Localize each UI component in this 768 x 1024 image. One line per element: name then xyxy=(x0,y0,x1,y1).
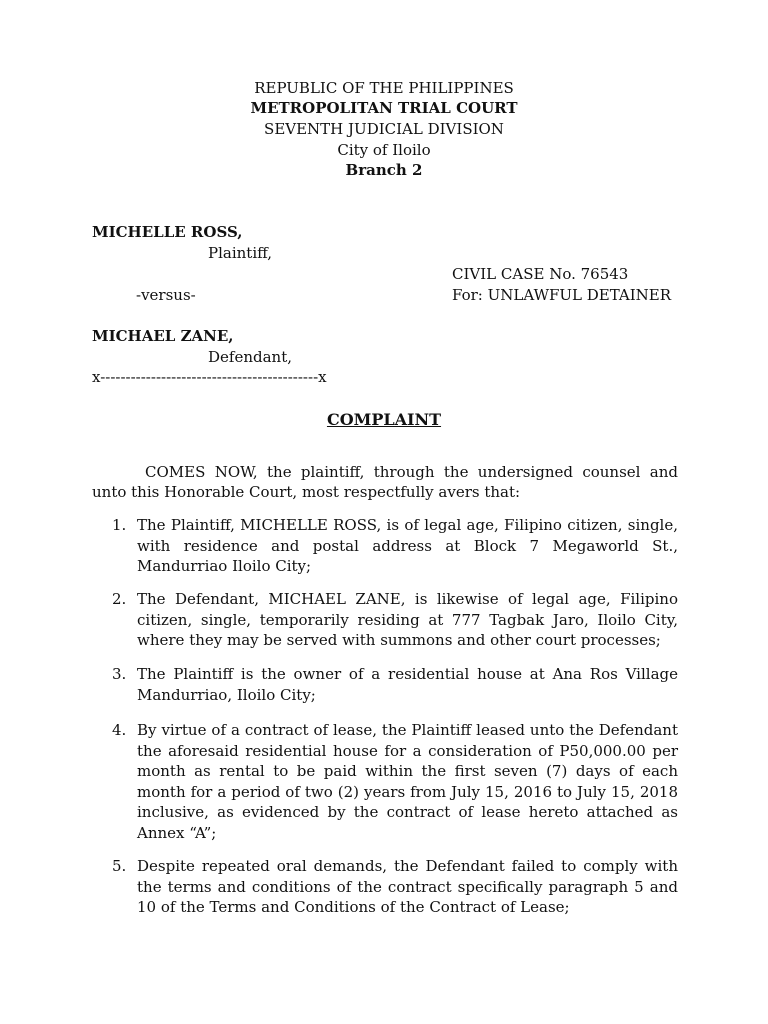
case-number: CIVIL CASE No. 76543 xyxy=(452,265,629,283)
intro-paragraph: COMES NOW, the plaintiff, through the undersigned counsel and unto this Honorable Court, most respectfully avers that: xyxy=(92,463,678,501)
plaintiff-name: MICHELLE ROSS, xyxy=(92,223,243,241)
item-text: The Plaintiff is the owner of a residential house at Ana Ros Village Mandurriao, Iloilo City; xyxy=(137,665,678,704)
item-text: The Plaintiff, MICHELLE ROSS, is of legal age, Filipino citizen, single, with residence and postal address at Block 7 Megaworld St., Mandurriao Iloilo City; xyxy=(137,516,678,575)
header-division: SEVENTH JUDICIAL DIVISION xyxy=(264,120,504,138)
list-item xyxy=(92,856,678,918)
case-nature: For: UNLAWFUL DETAINER xyxy=(452,286,672,304)
list-item xyxy=(92,589,678,651)
item-number: 2. xyxy=(112,590,127,608)
list-item xyxy=(92,664,678,705)
item-number: 4. xyxy=(112,721,127,739)
item-number: 1. xyxy=(112,516,127,534)
header-branch: Branch 2 xyxy=(345,161,423,179)
caption-separator: x-------------------------------------------x xyxy=(92,368,327,386)
header-city: City of Iloilo xyxy=(337,141,431,159)
header-republic: REPUBLIC OF THE PHILIPPINES xyxy=(254,79,514,97)
item-number: 3. xyxy=(112,665,127,683)
item-number: 5. xyxy=(112,857,127,875)
versus-label: -versus- xyxy=(136,286,196,304)
item-text: By virtue of a contract of lease, the Plaintiff leased unto the Defendant the aforesaid residential house for a consideration of P50,000.00 per month as rental to be paid within the first seven (7) days of each month for a period of two (2) years from July 15, 2016 to July 15, 2018 inclusive, as evidenced by the contract of lease hereto attached as Annex “A”; xyxy=(137,721,678,842)
header-court: METROPOLITAN TRIAL COURT xyxy=(250,99,518,117)
plaintiff-role: Plaintiff, xyxy=(208,244,273,262)
item-text: Despite repeated oral demands, the Defendant failed to comply with the terms and conditions of the contract specifically paragraph 5 and 10 of the Terms and Conditions of the Contract of Lease; xyxy=(137,857,678,916)
list-item xyxy=(92,720,678,843)
item-text: The Defendant, MICHAEL ZANE, is likewise of legal age, Filipino citizen, single, temporarily residing at 777 Tagbak Jaro, Iloilo City, where they may be served with summons and other court processes; xyxy=(137,590,678,649)
list-item xyxy=(92,515,678,577)
defendant-role: Defendant, xyxy=(208,348,292,366)
defendant-name: MICHAEL ZANE, xyxy=(92,327,234,345)
document-title: COMPLAINT xyxy=(326,410,442,429)
